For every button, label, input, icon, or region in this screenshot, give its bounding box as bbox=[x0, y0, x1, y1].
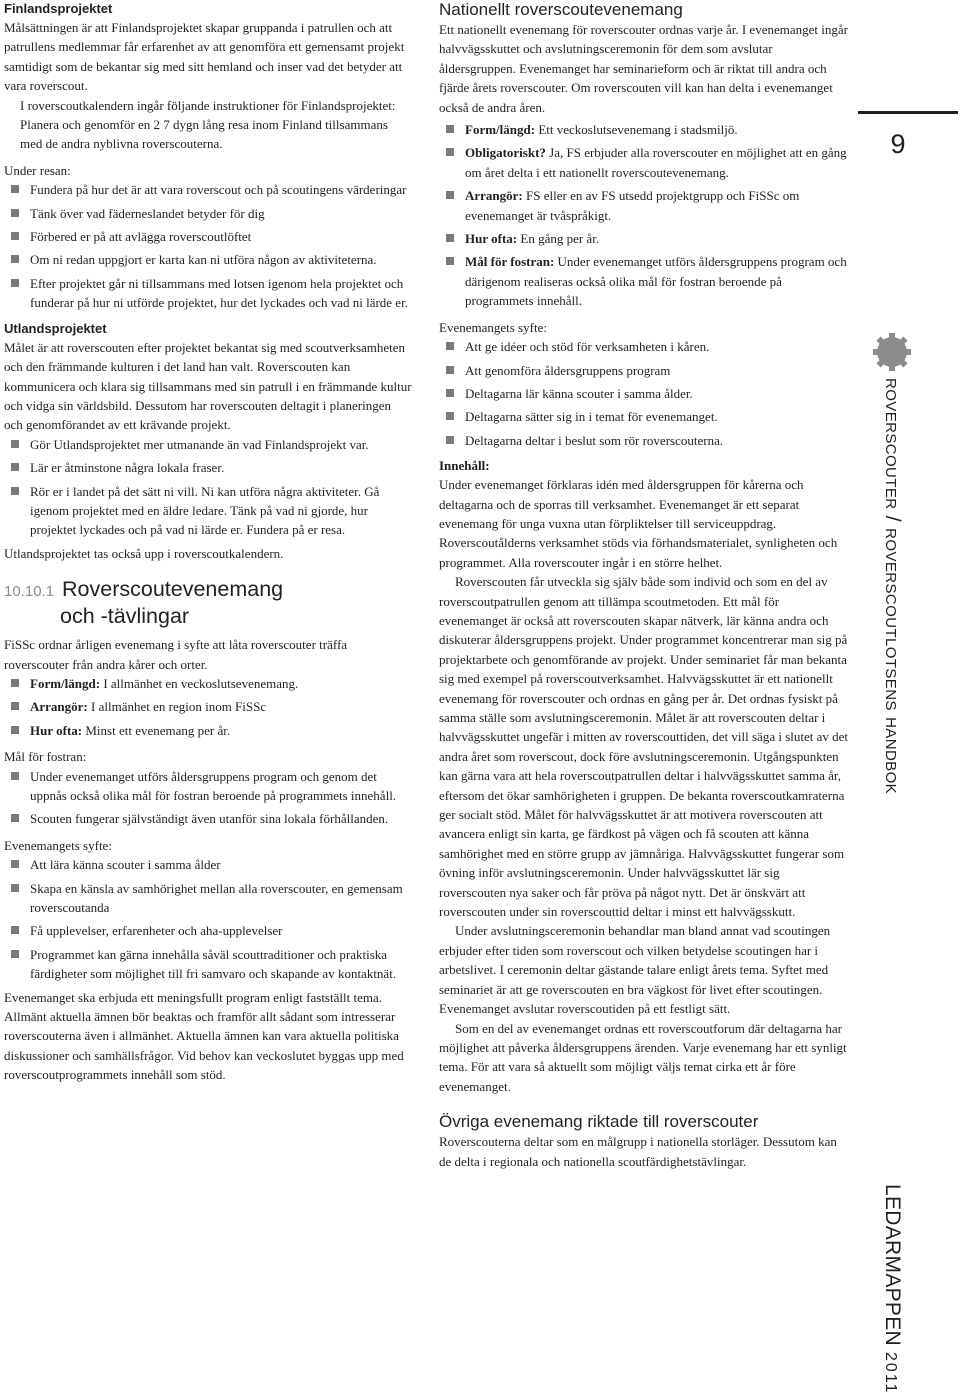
spine-year: 2011 bbox=[882, 1352, 899, 1394]
nationellt-intro: Ett nationellt evenemang för roverscouter ordnas varje år. I evenemanget ingår halvvägsskuttet och avslutningsceremonin för dem som avslutar åldersgruppen. Evenemanget har seminarieform och är riktat till andra och fjärde årets roverscouter. Om roverscouten vill kan han delta i evenemanget också de andra åren. bbox=[439, 22, 848, 115]
section-title-line-2: och -tävlingar bbox=[60, 604, 190, 629]
utland-paragraph-1: Målet är att roverscouten efter projektet bekantat sig med scoutverksamheten och den främmande kulturen i det land han valt. Roverscouten kan kommunicera och klara sig tillsammans med sin patrull i en främmande kultur och vidga sin världsbild. Dessutom har roverscouten deltagit i planeringen och genomförandet av ett krävande projekt. bbox=[4, 339, 412, 433]
list-item: Scouten fungerar självständigt även utanför sina lokala förhållanden. bbox=[4, 809, 412, 828]
fissc-list bbox=[4, 674, 412, 740]
list-item: Få upplevelser, erfarenheter och aha-upplevelser bbox=[4, 921, 412, 940]
resan-list bbox=[4, 180, 412, 312]
innehall-paragraph-1: Under evenemanget förklaras idén med åldersgruppen för kårerna och deltagarna och de sporras till verksamhet. Evenemanget är ett separat evenemang för unga vuxna utan förpliktelser till serviceuppdrag. Roverscoutålderns verksamhet stöds via förhandsmaterialet, synligheten och programmet. Alla roverscouter ingår i en större helhet. bbox=[439, 477, 838, 570]
utland-paragraph-2: Utlandsprojektet tas också upp i roverscoutkalendern. bbox=[4, 545, 284, 561]
list-item bbox=[439, 120, 849, 139]
finland-heading: Finlandsprojektet bbox=[4, 1, 113, 16]
ovriga-paragraph: Roverscouterna deltar som en målgrupp i nationella storläger. Dessutom kan de delta i regionala och nationella scoutfärdighetstävlingar. bbox=[439, 1134, 837, 1169]
under-resan-label: Under resan: bbox=[4, 162, 71, 178]
spine-title: roverscouter / roverscoutlotsens handbok bbox=[881, 378, 904, 795]
left-column bbox=[4, 0, 412, 1085]
sidebar-rule bbox=[858, 111, 958, 114]
nationellt-list bbox=[439, 120, 849, 311]
item-label: Obligatoriskt? bbox=[465, 145, 546, 161]
utland-heading: Utlandsprojektet bbox=[4, 320, 107, 336]
item-label: Form/längd: bbox=[30, 675, 101, 691]
list-item: Tänk över vad fäderneslandet betyder för dig bbox=[4, 204, 412, 223]
innehall-heading: Innehåll: bbox=[439, 458, 490, 474]
item-label: Arrangör: bbox=[30, 699, 88, 715]
list-item: Att ge idéer och stöd för verksamheten i kåren. bbox=[439, 337, 849, 356]
finland-paragraph-1: Målsättningen är att Finlandsprojektet skapar gruppanda i patrullen och att patrullens medlemmar får erfarenhet av att genomföra ett gemensamt projekt samtidigt som de bekantar sig med sitt hemland och inser vad det betyder att vara roverscout. bbox=[4, 20, 405, 94]
item-label: Hur ofta: bbox=[465, 231, 518, 247]
item-text: I allmänhet en region inom FiSSc bbox=[87, 699, 267, 715]
innehall-paragraph-2: Roverscouten får utveckla sig själv både som individ och som en del av roverscoutpatrullen genom att tillämpa scoutmetoden. Ett mål för evenemanget är också att roverscouten skapar nätverk, lär känna andra och diskuterar åldersgruppens projekt. Under programmet koncentrerar man sig på projektarbete och genomförande av projekt. Under seminariet får man bekanta sig med exempel på roverscoutverksamhet. Halvvägsskuttet är ett nationellt evenemang för roverscouter och ordnas en gång per år. Det ordnas fysiskt på samma ställe som avslutningsceremonin. Målet är att roverscouten deltar i halvvägsskuttet ungefär i mitten av roverscouttiden, det vill säga i slutet av det andra året som roverscout, dock före avslutningsceremonin. Utgångspunkten kan gärna vara att hela roverscoutpatrullen deltar i halvvägsskuttet samma år, eftersom det ökar samhörigheten i gruppen. De bekanta roverscoutkamraterna ger socialt stöd. Målet för halvvägsskuttet är att motivera roverscouten att avancera enligt sin karta, ge färdkost på vägen och få scouten att känna samhörighet med en större grupp av jämnåriga. Halvvägsskuttet fungerar som övning inför avslutningsceremonin. Under halvvägsskuttet lär sig roverscouten nya saker och får pröva på något nytt. Det är önskvärt att roverscouten under sin roverscouttid deltar i minst ett halvvägsskutt. bbox=[439, 574, 849, 920]
list-item: Programmet kan gärna innehålla såväl scouttraditioner och praktiska färdigheter som möjlighet till fri samvaro och skapande av kontaktnät. bbox=[4, 945, 412, 984]
item-label: Mål för fostran: bbox=[465, 254, 555, 270]
list-item bbox=[4, 674, 412, 693]
middle-column bbox=[439, 0, 849, 1171]
finland-paragraph-2: I roverscoutkalendern ingår följande instruktioner för Finlandsprojektet: bbox=[20, 97, 396, 113]
closing-paragraph: Evenemanget ska erbjuda ett meningsfullt program enligt fastställt tema. Allmänt aktuella ämnen bör beaktas och framför allt sådant som intresserar roverscouterna även i allmänhet. Aktuella ämnen kan vara aktuella politiska diskussioner och samhällsfrågor. Vid behov kan veckoslutet byggas upp med roverscoutprogrammets innehåll som stöd. bbox=[4, 989, 404, 1083]
mal-label: Mål för fostran: bbox=[4, 749, 87, 765]
item-text: Minst ett evenemang per år. bbox=[82, 722, 231, 738]
mid-syfte-label: Evenemangets syfte: bbox=[439, 319, 547, 335]
item-label: Arrangör: bbox=[465, 188, 523, 204]
list-item bbox=[439, 143, 849, 182]
item-text: FS eller en av FS utsedd projektgrupp och FiSSc om evenemanget är tvåspråkigt. bbox=[465, 188, 800, 223]
list-item: Deltagarna deltar i beslut som rör roverscouterna. bbox=[439, 431, 849, 450]
section-title-line-1: Roverscoutevenemang bbox=[62, 577, 284, 602]
list-item bbox=[4, 721, 412, 740]
spine-ledarmappen-word: LEDARMAPPEN bbox=[881, 1184, 904, 1347]
finland-paragraph-3: Planera och genomför en 2 7 dygn lång resa inom Finland tillsammans med de andra nyblivna roverscouterna. bbox=[20, 117, 388, 152]
list-item: Deltagarna sätter sig in i temat för evenemanget. bbox=[439, 407, 849, 426]
mid-syfte-list bbox=[439, 337, 849, 450]
list-item: Skapa en känsla av samhörighet mellan alla roverscouter, en gemensam roverscoutanda bbox=[4, 879, 412, 918]
list-item bbox=[4, 697, 412, 716]
syfte-label: Evenemangets syfte: bbox=[4, 837, 112, 853]
gear-shape bbox=[873, 333, 911, 371]
innehall-paragraph-3: Under avslutningsceremonin behandlar man bland annat vad scoutingen erbjuder efter tiden som roverscout och vilken betydelse scoutingen har i arbetslivet. I ceremonin deltar gästande talare enligt årets tema. Syftet med seminariet är att ge roverscouten en bra vägkost för livet efter scoutingen. Evenemanget avslutar roverscoutiden på ett festligt sätt. bbox=[439, 923, 831, 1017]
list-item: Deltagarna lär känna scouter i samma ålder. bbox=[439, 384, 849, 403]
spine-ledarmappen bbox=[878, 1184, 904, 1394]
list-item bbox=[439, 186, 849, 225]
item-text: Under evenemanget utförs åldersgruppens program och därigenom realiseras också olika mål för fostran beroende på programmets innehåll. bbox=[465, 254, 847, 309]
list-item: Att lära känna scouter i samma ålder bbox=[4, 855, 412, 874]
mal-list bbox=[4, 767, 412, 829]
item-label: Hur ofta: bbox=[30, 722, 83, 738]
list-item: Rör er i landet på det sätt ni vill. Ni kan utföra några aktiviteter. Gå igenom projektet med en äldre ledare. Tänk på vad ni gjorde, hur projektet lyckades och på vad ni lärde er. Fundera på er resa. bbox=[4, 482, 412, 540]
section-number: 10.10.1 bbox=[4, 583, 55, 601]
item-text: Ja, FS erbjuder alla roverscouter en möjlighet att en gång om året delta i ett nationellt roverscoutevenemang. bbox=[465, 145, 847, 180]
list-item: Under evenemanget utförs åldersgruppens program och genom det uppnås också olika mål för fostran beroende på programmets innehåll. bbox=[4, 767, 412, 806]
utland-list bbox=[4, 435, 412, 540]
list-item: Efter projektet går ni tillsammans med lotsen igenom hela projektet och funderar på hur ni utförde projektet, hur det lyckades och vad ni lärde er. bbox=[4, 274, 412, 313]
list-item: Gör Utlandsprojektet mer utmanande än vad Finlandsprojekt var. bbox=[4, 435, 412, 454]
section-heading-roverscoutevenemang bbox=[4, 577, 412, 629]
list-item bbox=[439, 252, 849, 310]
nationellt-heading: Nationellt roverscoutevenemang bbox=[439, 0, 683, 19]
item-label: Form/längd: bbox=[465, 122, 536, 138]
page-number: 9 bbox=[890, 129, 906, 159]
list-item bbox=[439, 229, 849, 248]
gear-icon bbox=[870, 330, 914, 374]
syfte-list bbox=[4, 855, 412, 983]
list-item: Förbered er på att avlägga roverscoutlöftet bbox=[4, 227, 412, 246]
item-text: En gång per år. bbox=[517, 231, 600, 247]
list-item: Om ni redan uppgjort er karta kan ni utföra någon av aktiviteterna. bbox=[4, 250, 412, 269]
list-item: Lär er åtminstone några lokala fraser. bbox=[4, 458, 412, 477]
list-item: Fundera på hur det är att vara roverscout och på scoutingens värderingar bbox=[4, 180, 412, 199]
item-text: I allmänhet en veckoslutsevenemang. bbox=[100, 675, 299, 691]
fissc-intro: FiSSc ordnar årligen evenemang i syfte att låta roverscouter träffa roverscouter från andra kårer och orter. bbox=[4, 637, 348, 672]
ovriga-heading: Övriga evenemang riktade till roverscouter bbox=[439, 1112, 759, 1132]
list-item: Att genomföra åldersgruppens program bbox=[439, 361, 849, 380]
item-text: Ett veckoslutsevenemang i stadsmiljö. bbox=[535, 122, 738, 138]
innehall-paragraph-4: Som en del av evenemanget ordnas ett roverscoutforum där deltagarna har möjlighet att påverka åldersgruppens ärenden. Varje evenemang har ett synligt tema. För att vara så aktuellt som möjligt väljs temat cirka ett år före evenemanget. bbox=[439, 1020, 847, 1094]
